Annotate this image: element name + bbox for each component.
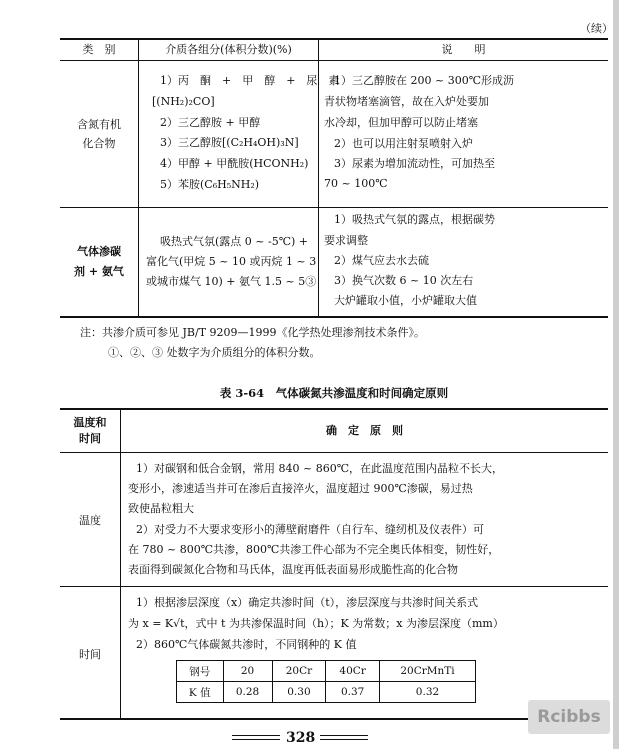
temperature-label: 温度 xyxy=(79,514,101,527)
table2-row-rule xyxy=(60,586,608,587)
row1-note: 70 ~ 100℃ xyxy=(324,177,388,190)
k-table-grade: 20CrMnTi xyxy=(379,661,475,682)
row2-note: 要求调整 xyxy=(324,234,368,247)
k-table-grade: 20Cr xyxy=(272,661,326,682)
row2-category: 剂 + 氨气 xyxy=(74,265,124,278)
temperature-line: 2）对受力不大要求变形小的薄壁耐磨件（自行车、缝纫机及仪表件）可 xyxy=(136,523,484,536)
footnote: ①、②、③ 处数字为介质组分的体积分数。 xyxy=(108,346,321,359)
footnote: 注：共渗介质可参见 JB/T 9209—1999《化学热处理渗剂技术条件》。 xyxy=(80,326,426,339)
page-number-rule-left xyxy=(232,735,280,736)
table2-top-rule xyxy=(60,408,608,410)
page-number: 328 xyxy=(286,730,316,746)
row1-note: 1）三乙醇胺在 200 ~ 300℃形成沥 xyxy=(334,74,515,87)
temperature-line: 1）对碳钢和低合金钢，常用 840 ~ 860℃，在此温度范围内晶粒不长大， xyxy=(136,462,503,475)
temperature-line: 在 780 ~ 800℃共渗，800℃共渗工件心部为不完全奥氏体相变，韧性好， xyxy=(128,543,500,556)
table1-col-rule-1 xyxy=(138,38,139,317)
row1-component: 1）丙 酮 + 甲 醇 + 尿 素 xyxy=(160,74,340,87)
k-value-table xyxy=(176,660,476,703)
k-table-value-label: K 值 xyxy=(177,682,224,703)
scan-edge xyxy=(613,0,619,749)
k-table-grade: 40Cr xyxy=(326,661,380,682)
table1-row-rule xyxy=(60,207,608,208)
row1-component: 4）甲醇 + 甲酰胺(HCONH₂) xyxy=(160,157,309,170)
row2-note: 大炉罐取小值，小炉罐取大值 xyxy=(334,294,477,307)
continued-label: （续） xyxy=(580,22,613,35)
k-table-value: 0.30 xyxy=(272,682,326,703)
k-table-value: 0.37 xyxy=(326,682,380,703)
page-number-rule-left xyxy=(232,739,280,740)
table2-bottom-rule xyxy=(60,718,608,720)
row2-category: 气体渗碳 xyxy=(77,245,121,258)
table2-header-col2: 确 定 原 则 xyxy=(326,424,403,437)
row2-component: 或城市煤气 10) + 氨气 1.5 ~ 5③ xyxy=(146,275,317,288)
time-label: 时间 xyxy=(79,648,101,661)
temperature-line: 表面得到碳氮化合物和马氏体，温度再低表面易形成脆性高的化合物 xyxy=(128,563,458,576)
row2-component: 富化气(甲烷 5 ~ 10 或丙烷 1 ~ 3 xyxy=(146,255,317,268)
table2-col-rule xyxy=(120,408,121,719)
row1-component: [(NH₂)₂CO] xyxy=(152,95,215,108)
k-table-grade-label: 钢号 xyxy=(177,661,224,682)
row1-category: 含氮有机 xyxy=(77,118,121,131)
table1-bottom-rule xyxy=(60,316,608,318)
temperature-line: 变形小，渗速适当并可在渗后直接淬火，温度超过 900℃渗碳，易过热 xyxy=(128,482,473,495)
row1-component: 3）三乙醇胺[(C₂H₄OH)₃N] xyxy=(160,136,299,149)
k-table-grade: 20 xyxy=(223,661,272,682)
row1-category: 化合物 xyxy=(82,137,116,150)
table2-caption: 表 3-64 气体碳氮共渗温度和时间确定原则 xyxy=(219,386,449,400)
row2-note: 1）吸热式气氛的露点，根据碳势 xyxy=(334,213,495,226)
row1-note: 青状物堵塞滴管，故在入炉处要加 xyxy=(324,95,489,108)
row2-note: 3）换气次数 6 ~ 10 次左右 xyxy=(334,274,474,287)
time-line: 1）根据渗层深度（x）确定共渗时间（t），渗层深度与共渗时间关系式 xyxy=(136,596,479,609)
table1-header-rule xyxy=(60,60,608,61)
table1-header-components: 介质各组分(体积分数)(%) xyxy=(165,43,292,56)
table2-header-col1: 时间 xyxy=(79,432,101,445)
page-number-rule-right xyxy=(320,735,368,736)
time-line: 为 x = K√t，式中 t 为共渗保温时间（h）；K 为常数；x 为渗层深度（mm） xyxy=(128,617,504,630)
k-table-value: 0.32 xyxy=(379,682,475,703)
row1-component: 5）苯胺(C₆H₅NH₂) xyxy=(160,178,260,191)
page-number-rule-right xyxy=(320,739,368,740)
row1-note: 2）也可以用注射泵喷射入炉 xyxy=(334,137,473,150)
table1-top-rule xyxy=(60,38,608,40)
table2-header-rule xyxy=(60,452,608,453)
table1-header-category: 类 别 xyxy=(82,43,116,56)
k-table-value: 0.28 xyxy=(223,682,272,703)
watermark-logo: Rcibbs xyxy=(528,700,610,734)
time-line: 2）860℃气体碳氮共渗时，不同钢种的 K 值 xyxy=(136,638,357,651)
row1-note: 水冷却，但加甲醇可以防止堵塞 xyxy=(324,116,478,129)
k-table-value-row xyxy=(177,682,476,703)
row2-component: 吸热式气氛(露点 0 ~ -5℃) + xyxy=(160,235,309,248)
table1-header-notes: 说 明 xyxy=(441,43,486,56)
temperature-line: 致使晶粒粗大 xyxy=(128,502,194,515)
table2-header-col1: 温度和 xyxy=(73,416,107,429)
row1-note: 3）尿素为增加流动性，可加热至 xyxy=(334,157,495,170)
k-table-header-row xyxy=(177,661,476,682)
row1-component: 2）三乙醇胺 + 甲醇 xyxy=(160,116,261,129)
row2-note: 2）煤气应去水去硫 xyxy=(334,254,429,267)
